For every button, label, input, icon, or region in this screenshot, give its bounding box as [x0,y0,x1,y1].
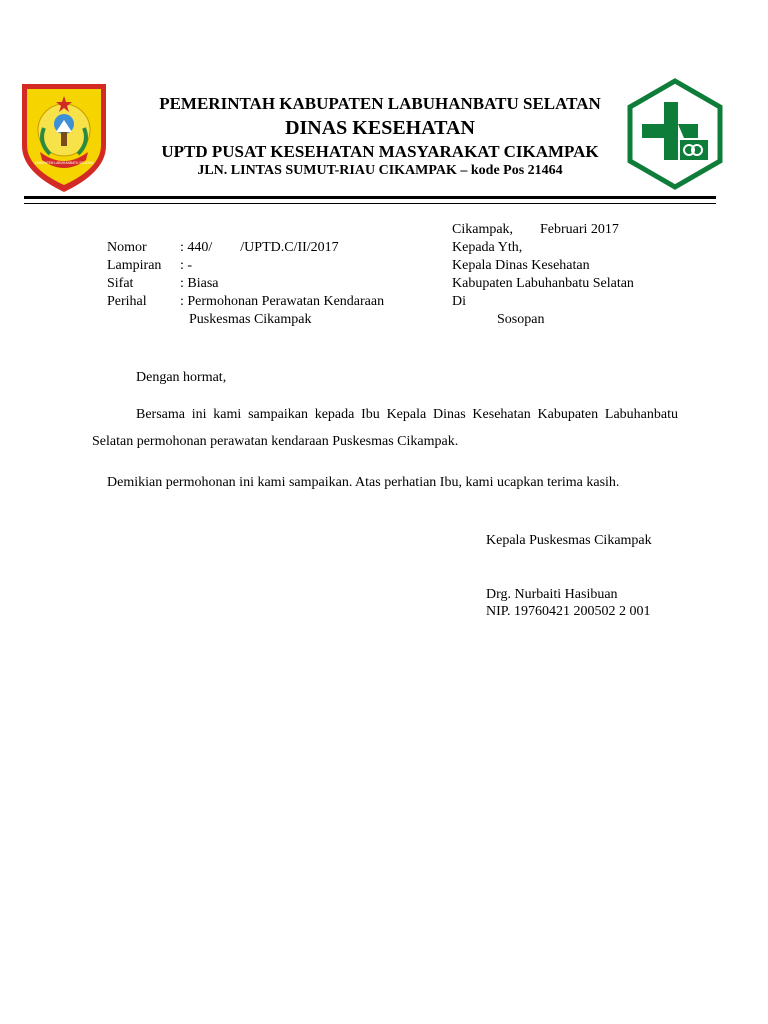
signature-name: Drg. Nurbaiti Hasibuan [486,587,618,602]
recipient-salutation: Kepada Yth, [452,240,523,255]
meta-value-perihal: : Permohonan Perawatan Kendaraan [180,294,385,309]
meta-value-lampiran: : - [180,258,193,273]
greeting: Dengan hormat, [136,370,227,385]
recipient-region: Kabupaten Labuhanbatu Selatan [452,276,634,291]
closing-paragraph: Demikian permohonan ini kami sampaikan. Atas perhatian Ibu, kami ucapkan terima kasih. [107,475,620,490]
header-government: PEMERINTAH KABUPATEN LABUHANBATU SELATAN [159,94,601,113]
letterhead-rule-thick [24,196,716,199]
regency-coat-of-arms-icon [20,80,108,194]
meta-label-perihal: Perihal [107,294,147,309]
signature-nip: NIP. 19760421 200502 2 001 [486,604,651,619]
meta-label-lampiran: Lampiran [107,258,162,273]
svg-text:KABUPATEN LABUHANBATU SELATAN: KABUPATEN LABUHANBATU SELATAN [34,161,94,165]
meta-label-sifat: Sifat [107,276,134,291]
signature-title: Kepala Puskesmas Cikampak [486,533,652,548]
date-month-year: Februari 2017 [540,222,619,237]
recipient-title: Kepala Dinas Kesehatan [452,258,590,273]
meta-label-nomor: Nomor [107,240,147,255]
header-address: JLN. LINTAS SUMUT-RIAU CIKAMPAK – kode Pos 21464 [197,163,563,178]
recipient-location: Sosopan [497,312,545,327]
meta-value-perihal-cont: Puskesmas Cikampak [189,312,312,327]
body-paragraph: Bersama ini kami sampaikan kepada Ibu Kepala Dinas Kesehatan Kabupaten Labuhanbatu Selatan permohonan perawatan kendaraan Puskesmas Cikampak. [92,407,678,449]
recipient-di: Di [452,294,466,309]
meta-value-sifat: : Biasa [180,276,219,291]
header-unit: UPTD PUSAT KESEHATAN MASYARAKAT CIKAMPAK [161,142,599,161]
header-agency: DINAS KESEHATAN [285,117,475,139]
letterhead-rule-thin [24,203,716,204]
date-place: Cikampak, [452,222,514,237]
meta-value-nomor: : 440/ /UPTD.C/II/2017 [180,240,339,255]
